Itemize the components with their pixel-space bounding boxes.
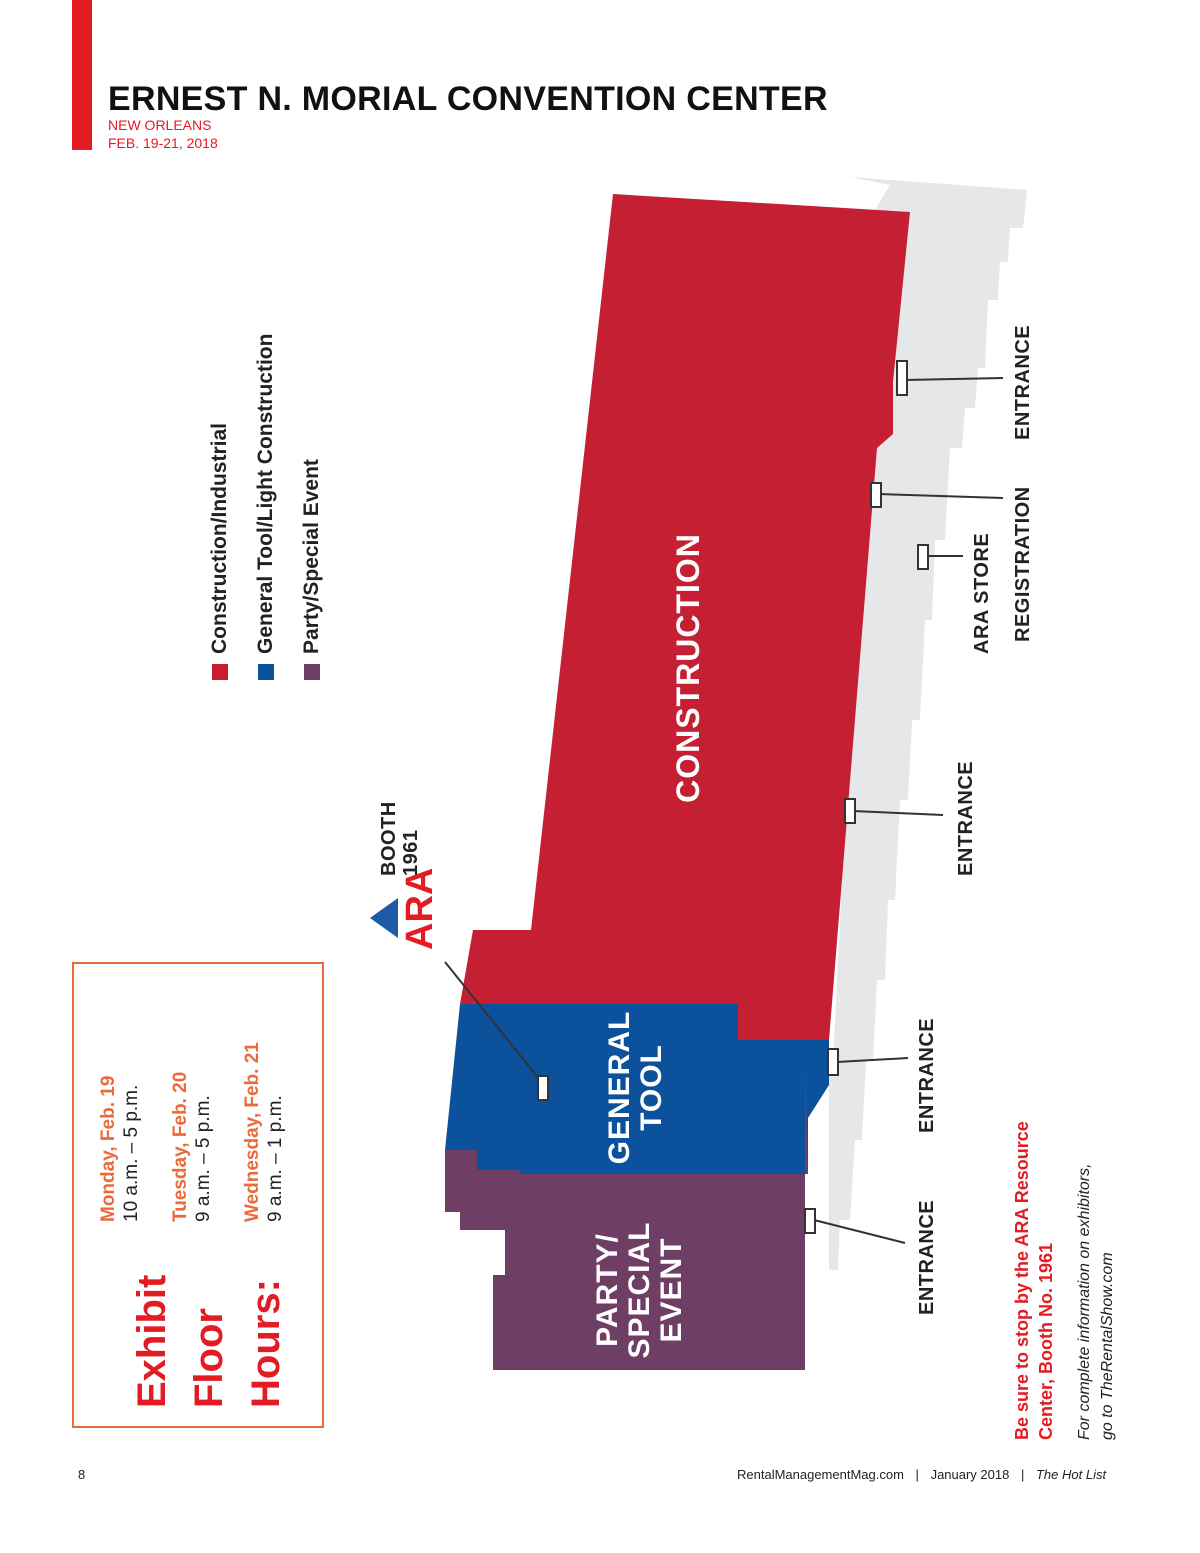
zone-label-general-tool (604, 1005, 668, 1170)
schedule-wednesday (241, 1012, 287, 1222)
schedule-monday (97, 1012, 143, 1222)
zone-label-party-line1: PARTY/ (591, 1233, 624, 1347)
hours-title-floor: Floor (187, 1308, 231, 1408)
entrance-label-4: ENTRANCE (916, 1199, 938, 1315)
zone-label-party (592, 1205, 688, 1375)
hours-title-hours: Hours: (244, 1279, 288, 1408)
page-title: ERNEST N. MORIAL CONVENTION CENTER (108, 80, 828, 118)
schedule-day: Tuesday, Feb. 20 (170, 1071, 191, 1222)
booth-label (378, 786, 422, 876)
schedule-time: 9 a.m. – 1 p.m. (265, 1095, 286, 1222)
zone-label-party-line3: EVENT (655, 1237, 688, 1343)
legend (197, 334, 335, 680)
legend-label-construction: Construction/Industrial (208, 423, 231, 654)
note-red-line1: Be sure to stop by the ARA Resource (1012, 1121, 1032, 1440)
zone-label-party-line2: SPECIAL (623, 1221, 656, 1359)
ara-logo-text: ARA (399, 867, 441, 950)
entrance-marker-4 (805, 1209, 905, 1243)
zone-label-tool: TOOL (635, 1044, 668, 1131)
schedule-day: Wednesday, Feb. 21 (242, 1042, 263, 1222)
footer-links (737, 1467, 1106, 1482)
note-italic-line1: For complete information on exhibitors, (1076, 1163, 1093, 1440)
booth-note (1010, 1060, 1119, 1440)
note-italic-line2: go to TheRentalShow.com (1099, 1252, 1116, 1440)
legend-item-general-tool (243, 334, 289, 680)
schedule-time: 9 a.m. – 5 p.m. (193, 1095, 214, 1222)
dates-subtitle: FEB. 19-21, 2018 (108, 135, 218, 151)
registration-label: REGISTRATION (1012, 486, 1034, 642)
booth-label-line1: BOOTH (378, 801, 400, 876)
ara-store-marker (918, 545, 963, 569)
schedule-time: 10 a.m. – 5 p.m. (121, 1084, 142, 1222)
legend-swatch-construction (212, 664, 228, 680)
schedule-tuesday (169, 1012, 215, 1222)
footer-section: The Hot List (1035, 1467, 1107, 1482)
booth-label-line2: 1961 (400, 829, 422, 876)
note-red-line2: Center, Booth No. 1961 (1036, 1242, 1056, 1440)
zone-label-construction: CONSTRUCTION (670, 533, 706, 803)
ara-store-label: ARA STORE (971, 532, 993, 654)
exhibit-hours-schedule (97, 1012, 287, 1222)
footer-separator: | (1020, 1467, 1025, 1482)
schedule-day: Monday, Feb. 19 (98, 1075, 119, 1222)
entrance-label-3: ENTRANCE (916, 1017, 938, 1133)
legend-item-party (289, 334, 335, 680)
page-number: 8 (78, 1467, 86, 1482)
hours-title-exhibit: Exhibit (130, 1274, 174, 1408)
exhibit-hours-title (124, 1208, 295, 1408)
city-subtitle: NEW ORLEANS (108, 117, 212, 133)
legend-swatch-general-tool (258, 664, 274, 680)
footer-issue: January 2018 (930, 1467, 1010, 1482)
legend-label-party: Party/Special Event (300, 459, 323, 654)
ara-logo (370, 868, 441, 950)
legend-label-general-tool: General Tool/Light Construction (254, 333, 277, 654)
zone-label-general: GENERAL (603, 1010, 636, 1165)
legend-item-construction (197, 334, 243, 680)
entrance-label-2: ENTRANCE (955, 760, 977, 876)
footer-site[interactable]: RentalManagementMag.com (737, 1467, 904, 1482)
entrance-label-1: ENTRANCE (1012, 324, 1034, 440)
footer-separator: | (915, 1467, 919, 1482)
legend-swatch-party (304, 664, 320, 680)
